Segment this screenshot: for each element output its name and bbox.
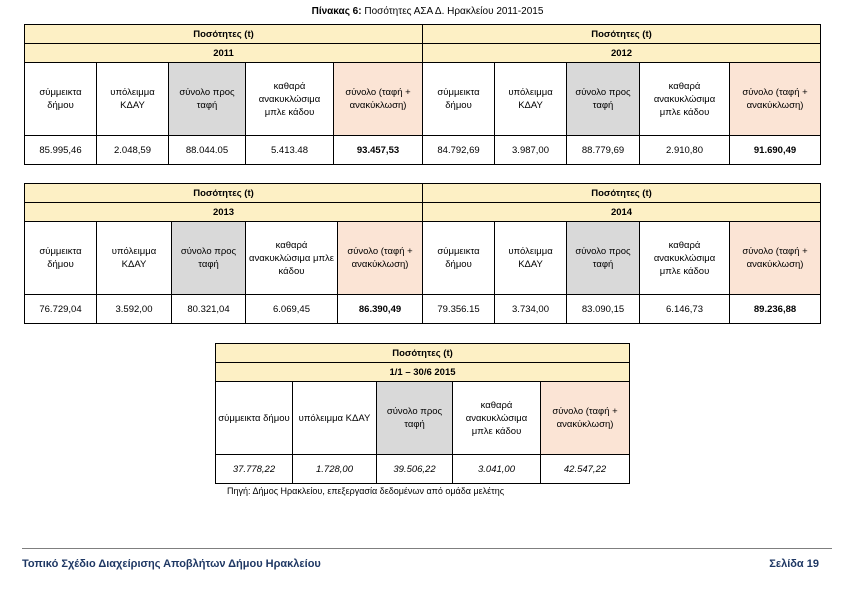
- col-recyclables-label: καθαρά ανακυκλώσιμα μπλε κάδου: [453, 382, 541, 455]
- period-header: 1/1 – 30/6 2015: [216, 363, 630, 382]
- value-cell: 5.413.48: [246, 136, 334, 165]
- value-cell: 79.356.15: [423, 295, 495, 324]
- table-caption: [0, 6, 855, 17]
- col-residue-label: υπόλειμμα ΚΔΑΥ: [495, 222, 567, 295]
- value-cell: 88.044.05: [169, 136, 246, 165]
- quantities-header: Ποσότητες (t): [423, 25, 821, 44]
- quantities-header: Ποσότητες (t): [25, 184, 423, 203]
- value-cell: 3.987,00: [495, 136, 567, 165]
- quantities-header: Ποσότητες (t): [25, 25, 423, 44]
- col-recyclables-label: καθαρά ανακυκλώσιμα μπλε κάδου: [246, 222, 338, 295]
- col-total-label: σύνολο (ταφή + ανακύκλωση): [730, 63, 821, 136]
- value-cell: 6.069,45: [246, 295, 338, 324]
- footer-divider: [22, 548, 832, 549]
- col-residue-label: υπόλειμμα ΚΔΑΥ: [97, 63, 169, 136]
- value-cell: 80.321,04: [172, 295, 246, 324]
- caption-text: Ποσότητες ΑΣΑ Δ. Ηρακλείου 2011-2015: [364, 6, 544, 17]
- total-value-cell: 91.690,49: [730, 136, 821, 165]
- footer-page-number: Σελίδα 19: [769, 558, 819, 570]
- col-landfill-label: σύνολο προς ταφή: [567, 63, 640, 136]
- value-cell: 3.592,00: [97, 295, 172, 324]
- value-cell: 76.729,04: [25, 295, 97, 324]
- value-cell: 2.910,80: [640, 136, 730, 165]
- total-value-cell: 89.236,88: [730, 295, 821, 324]
- value-cell: 85.995,46: [25, 136, 97, 165]
- col-recyclables-label: καθαρά ανακυκλώσιμα μπλε κάδου: [640, 63, 730, 136]
- col-recyclables-label: καθαρά ανακυκλώσιμα μπλε κάδου: [246, 63, 334, 136]
- value-cell: 3.041,00: [453, 455, 541, 484]
- col-residue-label: υπόλειμμα ΚΔΑΥ: [495, 63, 567, 136]
- col-residue-label: υπόλειμμα ΚΔΑΥ: [293, 382, 377, 455]
- col-residue-label: υπόλειμμα ΚΔΑΥ: [97, 222, 172, 295]
- value-cell: 83.090,15: [567, 295, 640, 324]
- value-cell: 37.778,22: [216, 455, 293, 484]
- col-landfill-label: σύνολο προς ταφή: [567, 222, 640, 295]
- period-header: 2013: [25, 203, 423, 222]
- total-value-cell: 86.390,49: [338, 295, 423, 324]
- col-total-label: σύνολο (ταφή + ανακύκλωση): [541, 382, 630, 455]
- quantities-table-2015: [215, 343, 630, 484]
- value-cell: 2.048,59: [97, 136, 169, 165]
- quantities-table-2013-2014: [24, 183, 821, 324]
- quantities-header: Ποσότητες (t): [216, 344, 630, 363]
- period-header: 2012: [423, 44, 821, 63]
- col-total-label: σύνολο (ταφή + ανακύκλωση): [338, 222, 423, 295]
- col-mixed-label: σύμμεικτα δήμου: [25, 63, 97, 136]
- value-cell: 88.779,69: [567, 136, 640, 165]
- col-total-label: σύνολο (ταφή + ανακύκλωση): [334, 63, 423, 136]
- value-cell: 1.728,00: [293, 455, 377, 484]
- caption-prefix: Πίνακας 6:: [311, 6, 362, 17]
- footer-document-title: Τοπικό Σχέδιο Διαχείρισης Αποβλήτων Δήμου Ηρακλείου: [22, 558, 321, 570]
- col-recyclables-label: καθαρά ανακυκλώσιμα μπλε κάδου: [640, 222, 730, 295]
- col-mixed-label: σύμμεικτα δήμου: [423, 63, 495, 136]
- total-value-cell: 93.457,53: [334, 136, 423, 165]
- col-landfill-label: σύνολο προς ταφή: [169, 63, 246, 136]
- value-cell: 3.734,00: [495, 295, 567, 324]
- value-cell: 84.792,69: [423, 136, 495, 165]
- quantities-header: Ποσότητες (t): [423, 184, 821, 203]
- col-landfill-label: σύνολο προς ταφή: [172, 222, 246, 295]
- period-header: 2011: [25, 44, 423, 63]
- total-value-cell: 42.547,22: [541, 455, 630, 484]
- col-landfill-label: σύνολο προς ταφή: [377, 382, 453, 455]
- col-mixed-label: σύμμεικτα δήμου: [25, 222, 97, 295]
- col-mixed-label: σύμμεικτα δήμου: [216, 382, 293, 455]
- quantities-table-2011-2012: [24, 24, 821, 165]
- source-note: Πηγή: Δήμος Ηρακλείου, επεξεργασία δεδομένων από ομάδα μελέτης: [227, 486, 505, 496]
- period-header: 2014: [423, 203, 821, 222]
- value-cell: 6.146,73: [640, 295, 730, 324]
- col-mixed-label: σύμμεικτα δήμου: [423, 222, 495, 295]
- col-total-label: σύνολο (ταφή + ανακύκλωση): [730, 222, 821, 295]
- value-cell: 39.506,22: [377, 455, 453, 484]
